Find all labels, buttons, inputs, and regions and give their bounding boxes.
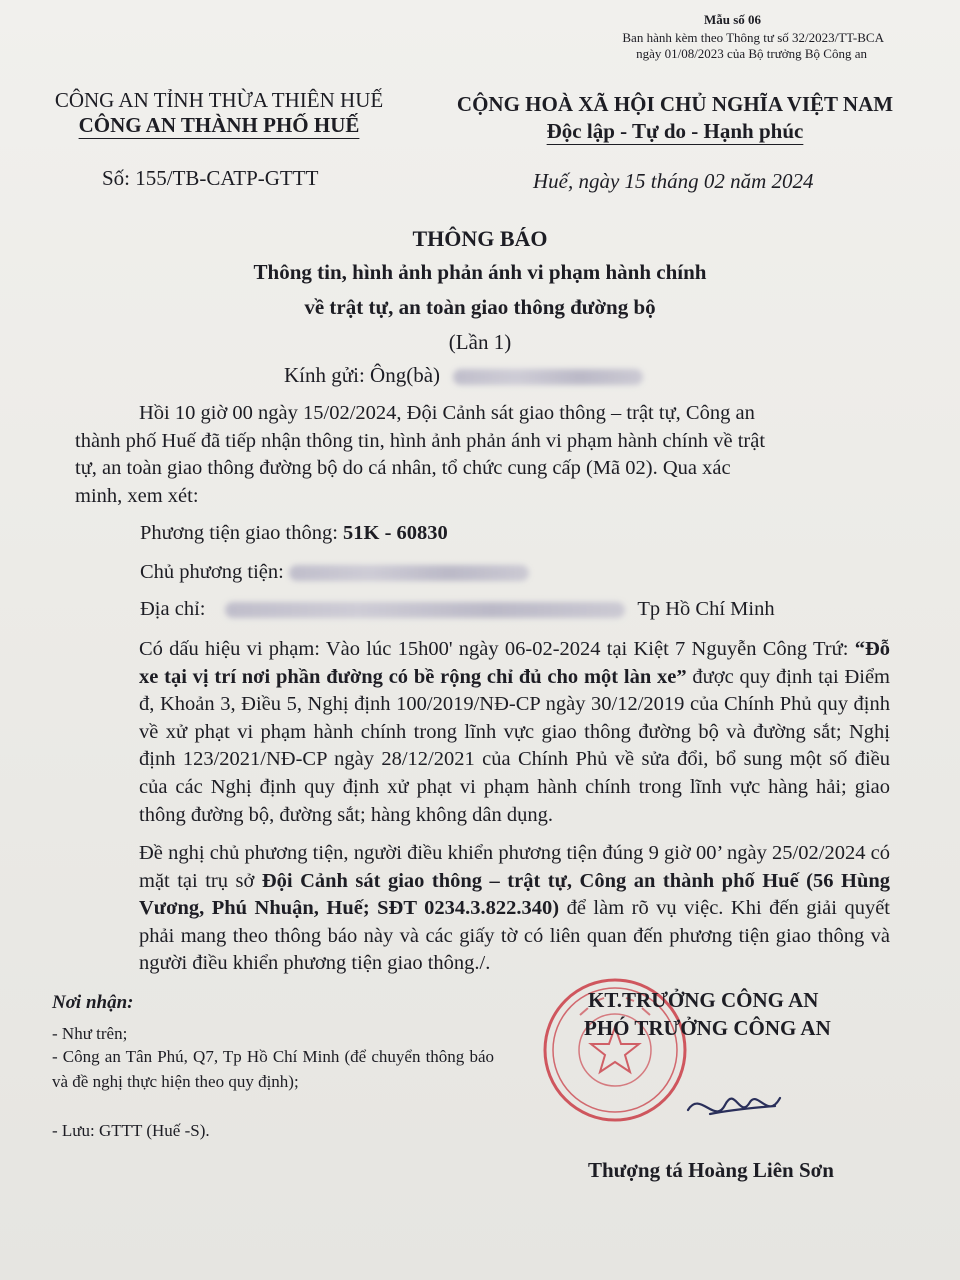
paragraph-intro-line: thành phố Huế đã tiếp nhận thông tin, hình ảnh phản ánh vi phạm hành chính về trật xyxy=(75,429,766,452)
paragraph-violation xyxy=(75,636,890,829)
document-subtitle-1: Thông tin, hình ảnh phản ánh vi phạm hành chính xyxy=(253,260,707,284)
document-date: Huế, ngày 15 tháng 02 năm 2024 xyxy=(533,169,814,193)
form-issued-line2: ngày 01/08/2023 của Bộ trưởng Bộ Công an xyxy=(636,46,867,61)
recipient-item: - Như trên; xyxy=(52,1024,128,1043)
national-title: CỘNG HOÀ XÃ HỘI CHỦ NGHĨA VIỆT NAM xyxy=(456,92,894,116)
form-issued-line1: Ban hành kèm theo Thông tư số 32/2023/TT-BCA xyxy=(622,30,884,45)
signature-title: PHÓ TRƯỞNG CÔNG AN xyxy=(584,1016,831,1040)
paragraph-intro-line: minh, xem xét: xyxy=(75,484,199,507)
handwritten-signature-icon xyxy=(680,1080,790,1130)
license-plate: 51K - 60830 xyxy=(343,522,448,544)
recipient-item: - Công an Tân Phú, Q7, Tp Hồ Chí Minh (để chuyển thông báo và đề nghị thực hiện theo quy định); xyxy=(52,1047,494,1091)
national-motto: Độc lập - Tự do - Hạnh phúc xyxy=(546,119,804,143)
document-number: Số: 155/TB-CATP-GTTT xyxy=(102,166,319,190)
paragraph-intro xyxy=(75,400,890,510)
address-city: Tp Hồ Chí Minh xyxy=(637,598,775,620)
address-field xyxy=(140,598,775,621)
greeting-label: Kính gửi: Ông(bà) xyxy=(284,363,441,387)
national-header xyxy=(440,92,910,144)
violation-text: Có dấu hiệu vi phạm: Vào lúc 15h00' ngày 06-02-2024 tại Kiệt 7 Nguyễn Công Trứ: xyxy=(139,638,855,660)
vehicle-field xyxy=(140,522,448,545)
owner-label: Chủ phương tiện: xyxy=(140,561,289,583)
paragraph-intro-line: tự, an toàn giao thông đường bộ do cá nhân, tổ chức cung cấp (Mã 02). Qua xác xyxy=(75,457,731,480)
violation-legal-basis: được quy định tại Điểm đ, Khoản 3, Điều 5, Nghị định 100/2019/NĐ-CP ngày 30/12/2019 của Chính Phủ quy định về xử phạt vi phạm hành chính trong lĩnh vực giao thông đường bộ và đường sắt; Nghị định 123/2021/NĐ-CP ngày 28/12/2021 của Chính Phủ về sửa đổi, bổ sung một số điều của các Nghị định quy định xử phạt vi phạm hành chính trong lĩnh vực hàng hải; giao thông đường bộ, đường sắt; hàng không dân dụng. xyxy=(139,665,890,826)
address-label: Địa chỉ: xyxy=(140,598,211,620)
owner-field xyxy=(140,561,529,584)
document-subtitle-2: về trật tự, an toàn giao thông đường bộ xyxy=(304,295,656,319)
vehicle-label: Phương tiện giao thông: xyxy=(140,522,344,544)
violation-description: “Đỗ xe tại vị trí nơi phần đường có bề rộng chỉ đủ cho một làn xe” xyxy=(139,638,890,688)
signer-name: Thượng tá Hoàng Liên Sơn xyxy=(588,1158,834,1182)
signature-authority: KT.TRƯỞNG CÔNG AN xyxy=(588,988,819,1012)
greeting xyxy=(284,363,643,388)
redacted-owner xyxy=(289,565,529,581)
paragraph-intro-line: Hồi 10 giờ 00 ngày 15/02/2024, Đội Cảnh sát giao thông – trật tự, Công an xyxy=(139,402,755,424)
redacted-address xyxy=(225,602,625,618)
request-text-end: để làm rõ vụ việc. Khi đến giải quyết phải mang theo thông báo này và các giấy tờ có liên quan đến phương tiện giao thông và người điều khiển phương tiện giao thông./. xyxy=(139,897,890,975)
agency-parent: CÔNG AN TỈNH THỪA THIÊN HUẾ xyxy=(54,88,384,112)
office-address: Đội Cảnh sát giao thông – trật tự, Công an thành phố Huế (56 Hùng Vương, Phú Nhuận, Huế; SĐT 0234.3.822.340) xyxy=(139,869,891,920)
attempt-number: (Lần 1) xyxy=(448,330,512,354)
document-title: THÔNG BÁO xyxy=(412,226,548,251)
recipient-item: - Lưu: GTTT (Huế -S). xyxy=(52,1121,210,1140)
recipients-heading: Nơi nhận: xyxy=(52,992,134,1013)
paragraph-request xyxy=(75,840,890,978)
request-text: Đề nghị chủ phương tiện, người điều khiển phương tiện đúng 9 giờ 00’ ngày 25/02/2024 có mặt tại trụ sở xyxy=(139,842,890,892)
redacted-name xyxy=(453,369,643,385)
form-number: Mẫu số 06 xyxy=(703,12,761,27)
agency-header xyxy=(38,88,400,138)
agency-name: CÔNG AN THÀNH PHỐ HUẾ xyxy=(78,113,360,137)
